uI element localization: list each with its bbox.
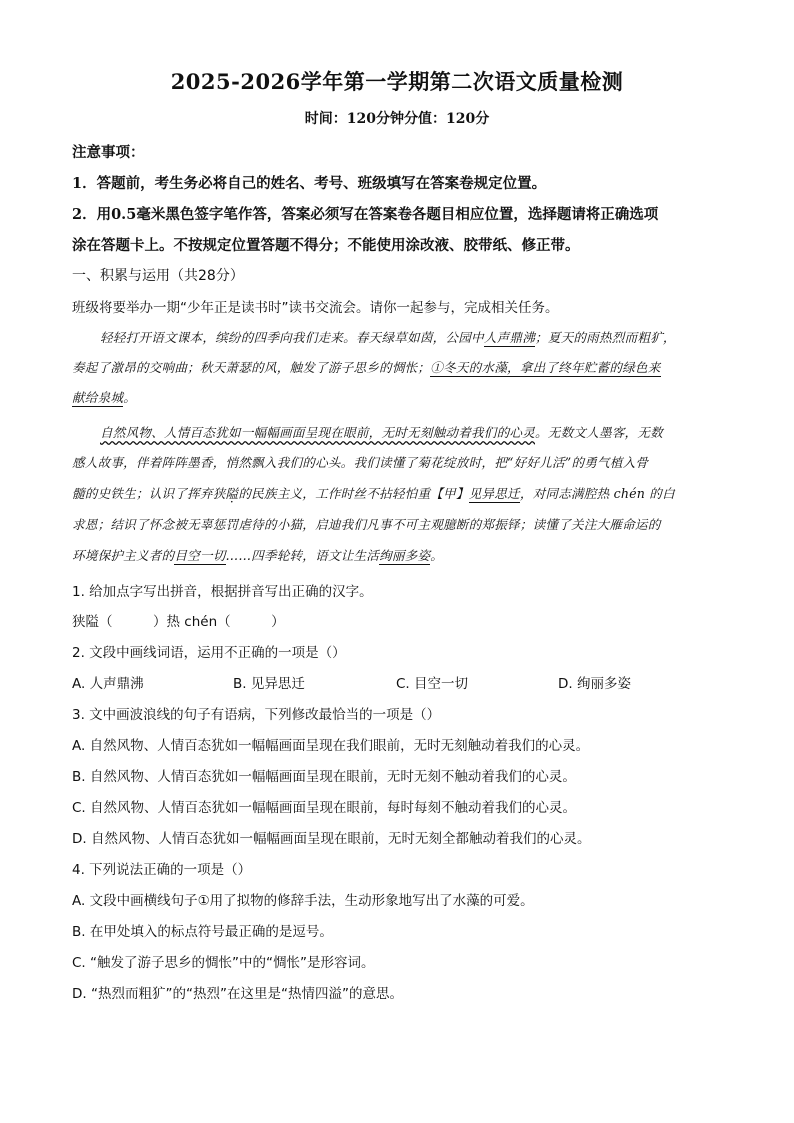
text: ；夏天的雨热烈而粗犷，: [535, 330, 676, 345]
underlined-word: 人声鼎沸: [483, 330, 535, 345]
page-title: 2025-2026学年第一学期第二次语文质量检测: [170, 69, 624, 94]
text: 环境保护主义者的: [72, 548, 175, 563]
passage-p2-line-4: 求恩；结识了怀念被无辜惩罚虐待的小猫，启迪我们凡事不可主观臆断的郑振铎；读懂了关注大雁命运的: [72, 517, 661, 532]
q4-option-d: D. “热烈而粗犷”的“热烈”在这里是“热情四溢”的意思。: [72, 986, 403, 1002]
passage-p1-line-2: [72, 357, 661, 376]
text: ，对同志满腔热 chén 的白: [519, 486, 675, 501]
q3-option-a: A. 自然风物、人情百态犹如一幅幅画面呈现在我们眼前，无时无刻触动着我们的心灵。: [72, 738, 590, 754]
text: 。: [123, 390, 136, 405]
section-heading: 一、积累与运用（共28分）: [72, 268, 244, 284]
underlined-word: 绚丽多姿: [379, 548, 431, 563]
dotted-char: 隘: [225, 486, 239, 501]
question-1-blanks: 狭隘（ ）热 chén（ ）: [72, 614, 285, 630]
notice-item-2-line-2: 涂在答题卡上。不按规定位置答题不得分；不能使用涂改液、胶带纸、修正带。: [72, 237, 580, 254]
text: 奏起了激昂的交响曲；秋天萧瑟的风，触发了游子思乡的惆怅；: [72, 360, 431, 375]
passage-p2-line-3: [72, 483, 675, 502]
q3-option-d: D. 自然风物、人情百态犹如一幅幅画面呈现在眼前，无时无刻全都触动着我们的心灵。: [72, 831, 591, 847]
text: 髓的史铁生；认识了挥弃狭: [72, 486, 226, 501]
notice-item-2-line-1: 2．用0.5毫米黑色签字笔作答，答案必须写在答案卷各题目相应位置，选择题请将正确选项: [72, 206, 659, 223]
q4-option-a: A. 文段中画横线句子①用了拟物的修辞手法，生动形象地写出了水藻的可爱。: [72, 893, 534, 909]
question-2: 2. 文段中画线词语，运用不正确的一项是（）: [72, 645, 346, 661]
underlined-word: 目空一切: [174, 548, 226, 563]
passage-p1-line-3: [72, 387, 136, 406]
q4-option-c: C. “触发了游子思乡的惆怅”中的“惆怅”是形容词。: [72, 955, 375, 971]
question-3: 3. 文中画波浪线的句子有语病，下列修改最恰当的一项是（）: [72, 707, 441, 723]
text: 的民族主义，工作时丝不拈轻怕重【甲】: [238, 486, 469, 501]
question-4: 4. 下列说法正确的一项是（）: [72, 862, 252, 878]
wavy-underlined-sentence: 自然风物、人情百态犹如一幅幅画面呈现在眼前，无时无刻触动着我们的心灵: [100, 425, 535, 440]
q4-option-b: B. 在甲处填入的标点符号最正确的是逗号。: [72, 924, 333, 940]
underlined-sentence-1-end: 献给泉城: [72, 390, 124, 405]
q3-option-c: C. 自然风物、人情百态犹如一幅幅画面呈现在眼前，每时每刻不触动着我们的心灵。: [72, 800, 577, 816]
passage-p2-line-2: 感人故事，伴着阵阵墨香，悄然飘入我们的心头。我们读懂了菊花绽放时，把“好好儿活”的勇气植入骨: [72, 455, 649, 470]
notice-item-1: 1．答题前，考生务必将自己的姓名、考号、班级填写在答案卷规定位置。: [72, 175, 547, 192]
underlined-word: 见异思迁: [468, 486, 520, 501]
notice-heading: 注意事项：: [72, 144, 145, 161]
text: 。: [430, 548, 444, 563]
q2-option-a: A. 人声鼎沸: [72, 676, 144, 692]
q2-option-c: C. 目空一切: [396, 676, 469, 692]
passage-p2-line-5: [72, 545, 443, 564]
q2-option-d: D. 绚丽多姿: [558, 676, 631, 692]
passage-p2-line-1: [100, 422, 663, 441]
section-intro: 班级将要举办一期“少年正是读书时”读书交流会。请你一起参与，完成相关任务。: [72, 300, 559, 316]
q3-option-b: B. 自然风物、人情百态犹如一幅幅画面呈现在眼前，无时无刻不触动着我们的心灵。: [72, 769, 576, 785]
text: ……四季轮转，语文让生活: [225, 548, 380, 563]
question-1: 1. 给加点字写出拼音，根据拼音写出正确的汉字。: [72, 584, 373, 600]
exam-time-score: 时间：120分钟分值：120分: [304, 111, 490, 127]
underlined-sentence-1: ①冬天的水藻，拿出了终年贮蓄的绿色来: [430, 360, 661, 375]
q2-option-b: B. 见异思迁: [233, 676, 305, 692]
text: 轻轻打开语文课本，缤纷的四季向我们走来。春天绿草如茵，公园中: [100, 330, 484, 345]
passage-p1-line-1: [100, 327, 676, 346]
text: 。无数文人墨客，无数: [535, 425, 663, 440]
